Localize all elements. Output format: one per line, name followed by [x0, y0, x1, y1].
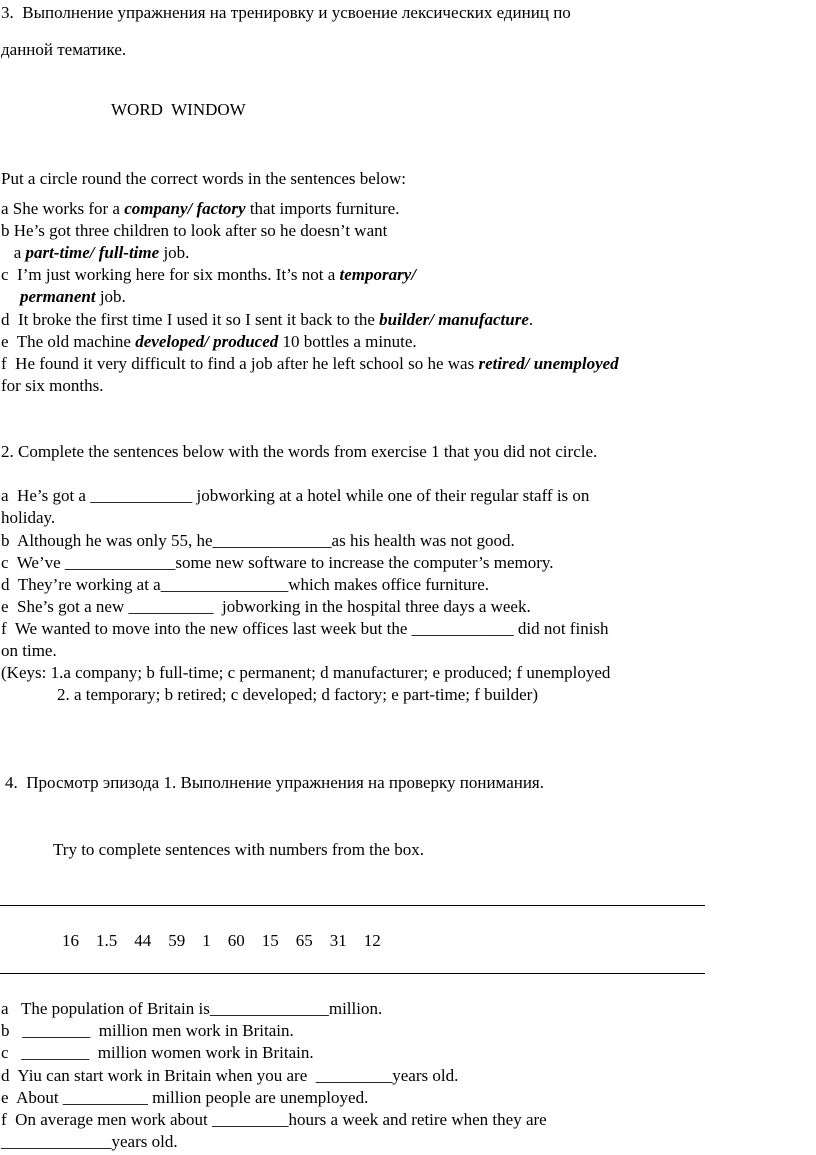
- ex2-item-b: b Although he was only 55, he______________as his health was not good.: [1, 531, 515, 550]
- answer-keys: (Keys: 1.a company; b full-time; c permanent; d manufacturer; e produced; f unemployed: [1, 663, 611, 682]
- text: c I’m just working here for six months. It’s not a: [1, 265, 340, 284]
- ex1-item-b-cont: [1, 243, 189, 263]
- ex1-item-d: [1, 310, 533, 330]
- text: e The old machine: [1, 332, 136, 351]
- s4-item-b: b ________ million men work in Britain.: [1, 1021, 294, 1040]
- number-box: 16 1.5 44 59 1 60 15 65 31 12: [62, 931, 381, 950]
- text: a She works for a: [1, 199, 125, 218]
- text: a: [1, 243, 26, 262]
- ex1-item-e: [1, 332, 417, 352]
- text: that imports furniture.: [245, 199, 400, 218]
- text: .: [528, 310, 534, 329]
- section3-heading: 3. Выполнение упражнения на тренировку и усвоение лексических единиц по: [1, 3, 571, 22]
- ex1-item-a: [1, 199, 399, 219]
- ex2-item-a: a He’s got a ____________ jobworking at a hotel while one of their regular staff is on: [1, 486, 590, 505]
- choice: part-time/ full-time: [25, 243, 160, 262]
- ex2-item-d: d They’re working at a_______________which makes office furniture.: [1, 575, 489, 594]
- box-top-rule: [0, 905, 705, 906]
- ex2-item-c: c We’ve _____________some new software to increase the computer’s memory.: [1, 553, 554, 572]
- ex2-item-f-cont: on time.: [1, 641, 57, 660]
- s4-item-d: d Yiu can start work in Britain when you are _________years old.: [1, 1066, 459, 1085]
- choice: builder/ manufacture: [379, 310, 529, 329]
- text: f He found it very difficult to find a job after he left school so he was: [1, 354, 479, 373]
- s4-item-e: e About __________ million people are unemployed.: [1, 1088, 369, 1107]
- choice: temporary/: [339, 265, 417, 284]
- text: d It broke the first time I used it so I sent it back to the: [1, 310, 380, 329]
- choice: company/ factory: [124, 199, 246, 218]
- s4-item-c: c ________ million women work in Britain.: [1, 1043, 314, 1062]
- ex2-item-e: e She’s got a new __________ jobworking in the hospital three days a week.: [1, 597, 531, 616]
- ex1-item-b: b He’s got three children to look after so he doesn’t want: [1, 221, 388, 240]
- section3-heading-cont: данной тематике.: [1, 40, 127, 59]
- box-bottom-rule: [0, 973, 705, 974]
- ex2-item-f: f We wanted to move into the new offices last week but the ____________ did not finish: [1, 619, 609, 638]
- ex1-item-c-cont: [20, 287, 126, 307]
- section4-heading: 4. Просмотр эпизода 1. Выполнение упражнения на проверку понимания.: [5, 773, 545, 792]
- answer-keys-cont: 2. a temporary; b retired; c developed; d factory; e part-time; f builder): [57, 685, 538, 704]
- s4-item-f-cont: _____________years old.: [1, 1132, 178, 1151]
- text: job.: [159, 243, 190, 262]
- word-window-title: WORD WINDOW: [111, 100, 246, 119]
- choice: developed/ produced: [135, 332, 279, 351]
- ex1-item-f: [1, 354, 619, 374]
- ex2-item-a-cont: holiday.: [1, 508, 56, 527]
- choice: permanent: [20, 287, 96, 306]
- text: job.: [95, 287, 126, 306]
- ex1-item-c: [1, 265, 416, 285]
- s4-item-a: a The population of Britain is______________million.: [1, 999, 383, 1018]
- ex2-instruction: 2. Complete the sentences below with the words from exercise 1 that you did not circle.: [1, 442, 598, 461]
- section4-instruction: Try to complete sentences with numbers from the box.: [53, 840, 424, 859]
- text: 10 bottles a minute.: [278, 332, 417, 351]
- ex1-item-f-cont: for six months.: [1, 376, 104, 395]
- choice: retired/ unemployed: [478, 354, 619, 373]
- ex1-instruction: Put a circle round the correct words in the sentences below:: [1, 169, 407, 188]
- s4-item-f: f On average men work about _________hours a week and retire when they are: [1, 1110, 547, 1129]
